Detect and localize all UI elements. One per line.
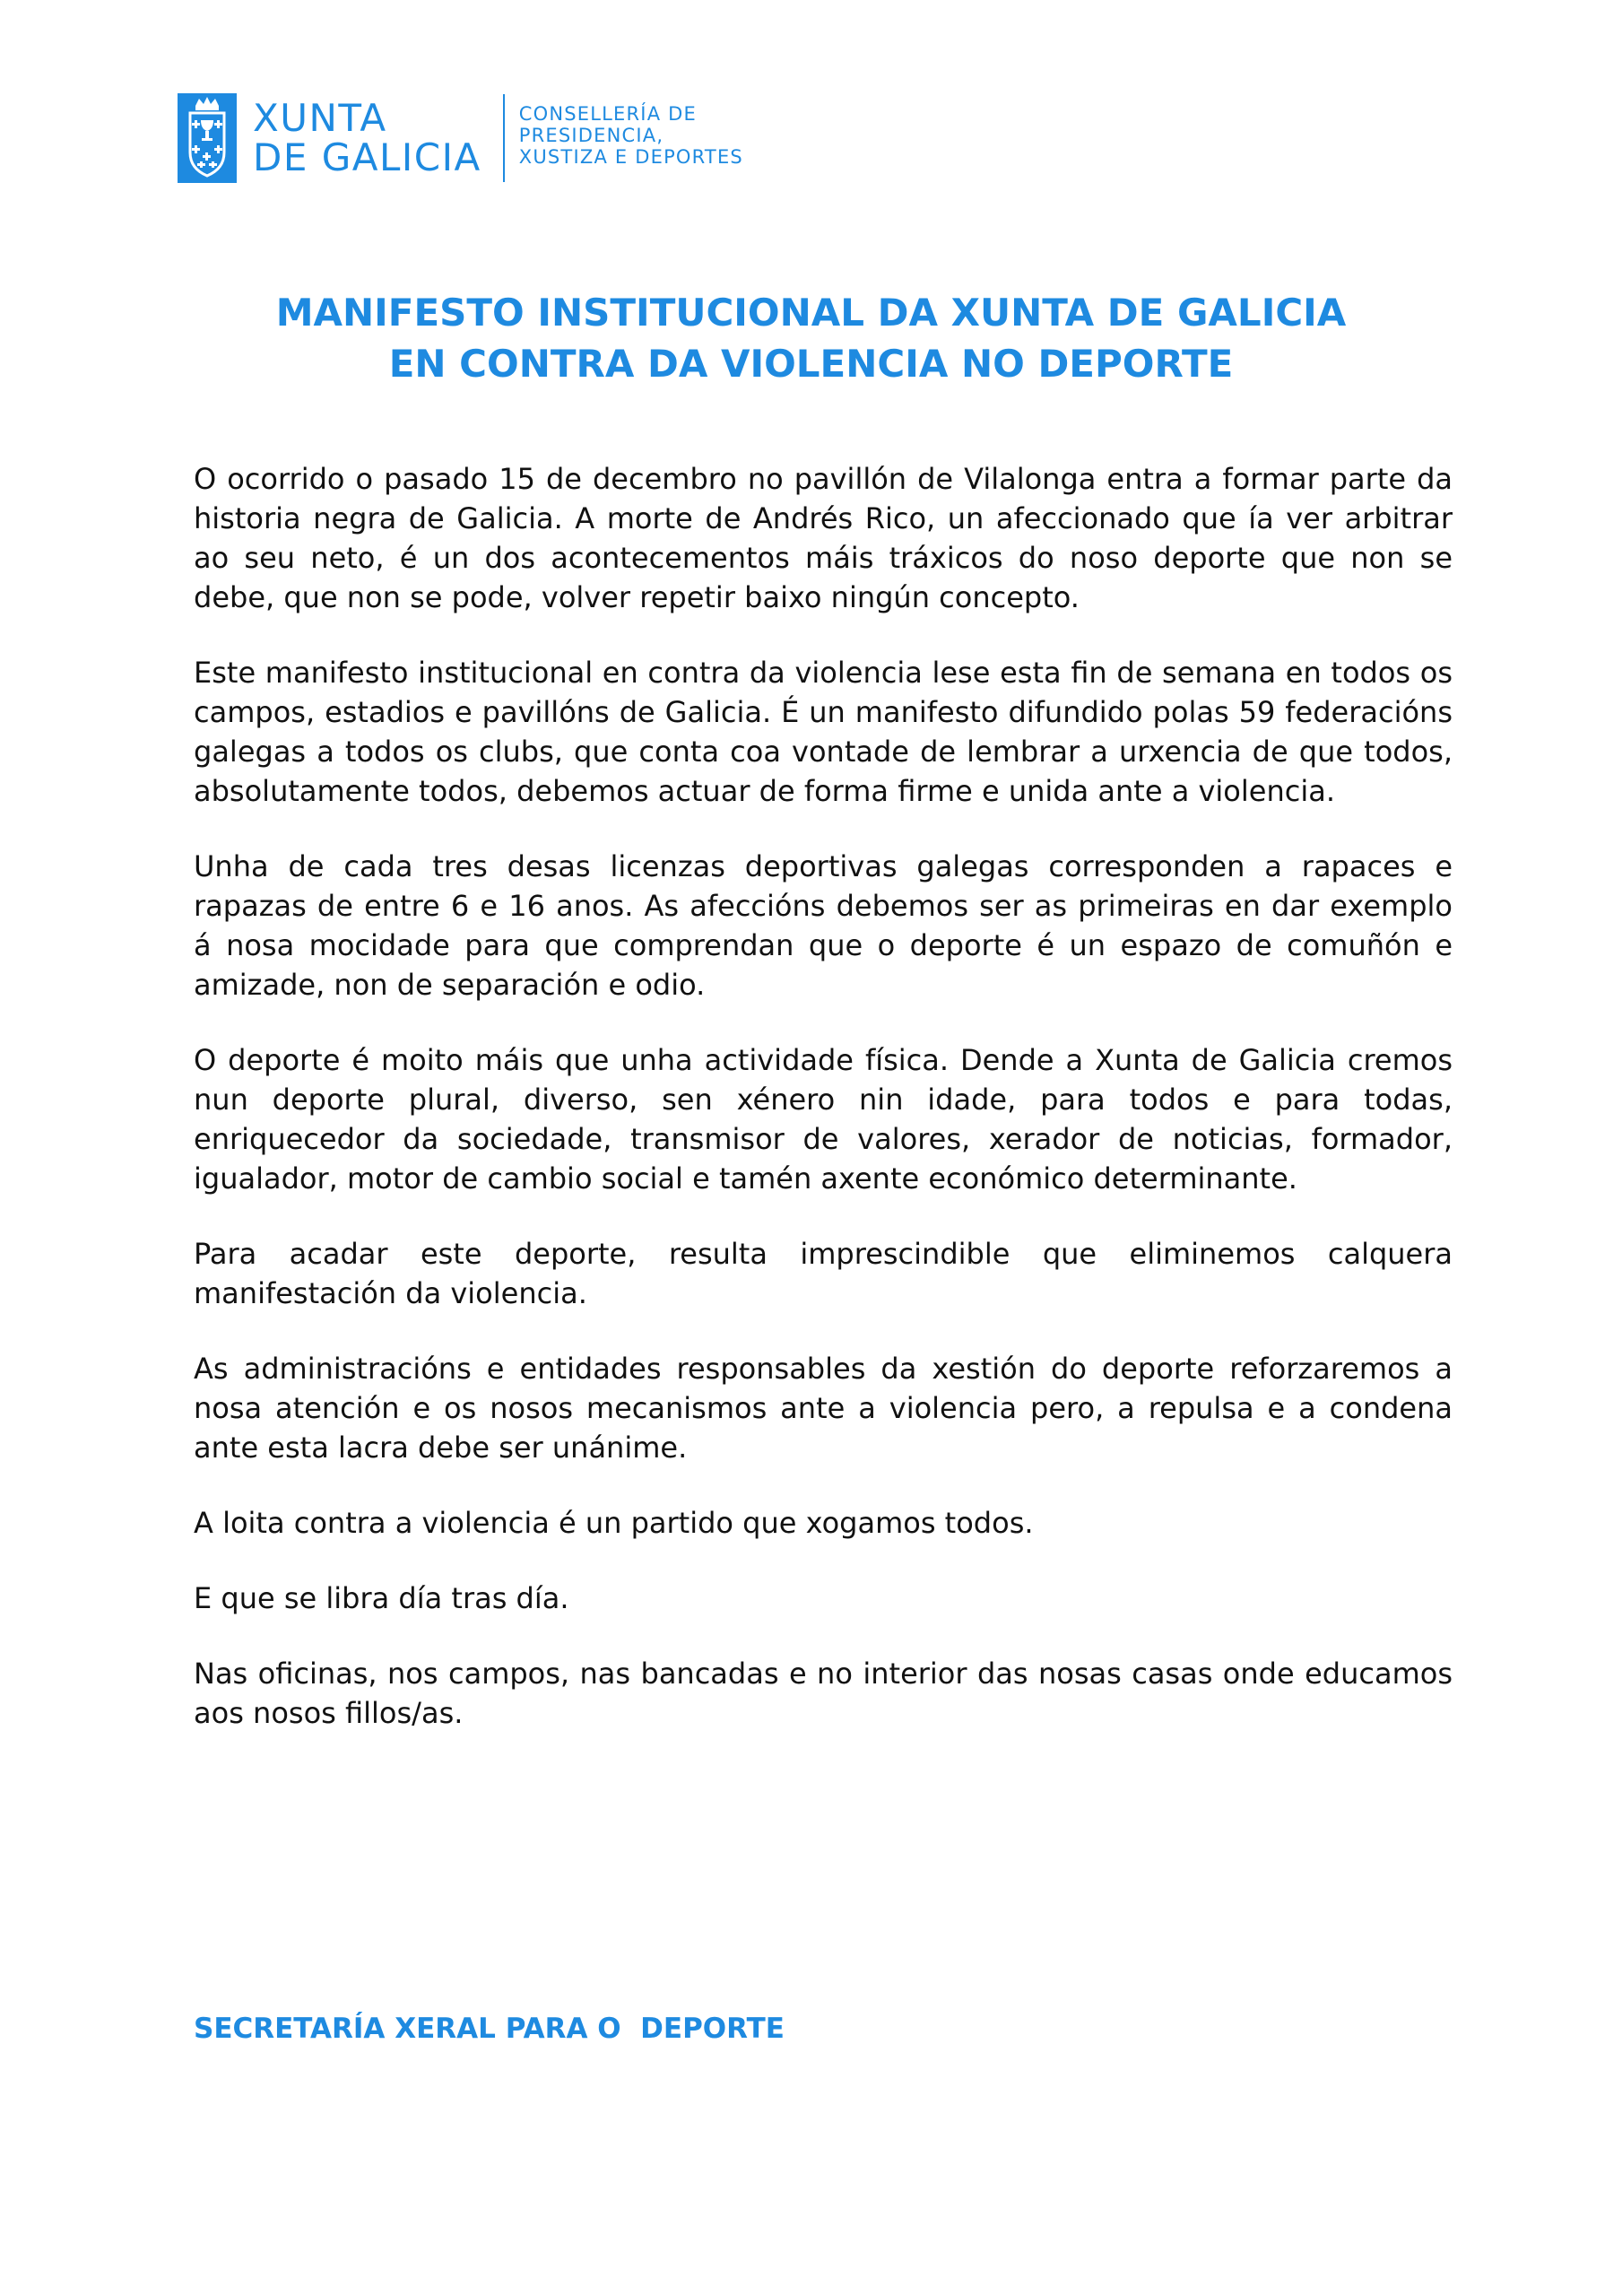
department-name-line1: CONSELLERÍA DE: [518, 103, 697, 125]
body-paragraph-8: E que se libra día tras día.: [194, 1581, 569, 1615]
document-title: [0, 287, 1622, 389]
body-paragraph-7: A loita contra a violencia é un partido que xogamos todos.: [194, 1506, 1034, 1540]
letterhead: [178, 91, 743, 185]
letterhead-divider: [503, 94, 505, 182]
body-paragraph-1: O ocorrido o pasado 15 de decembro no pavillón de Vilalonga entra a formar parte da historia negra de Galicia. A morte de Andrés Rico, un afeccionado que ía ver arbitrar ao seu neto, é un dos acontecementos máis tráxicos do noso deporte que non se debe, que non se pode, volver repetir baixo ningún concepto.: [194, 462, 1453, 614]
body-paragraph-5: Para acadar este deporte, resulta imprescindible que eliminemos calquera manifestación da violencia.: [194, 1237, 1453, 1310]
galicia-coat-of-arms-icon: [178, 93, 237, 183]
organization-name-line1: XUNTA: [253, 96, 387, 140]
body-paragraph-4: O deporte é moito máis que unha actividade física. Dende a Xunta de Galicia cremos nun deporte plural, diverso, sen xénero nin idade, para todos e para todas, enriquecedor da sociedade, transmisor de valores, xerador de noticias, formador, igualador, motor de cambio social e tamén axente económico determinante.: [194, 1043, 1453, 1196]
body-paragraph-3: Unha de cada tres desas licenzas deportivas galegas corresponden a rapaces e rapazas de entre 6 e 16 anos. As afeccións debemos ser as primeiras en dar exemplo á nosa mocidade para que comprendan que o deporte é un espazo de comuñón e amizade, non de separación e odio.: [194, 849, 1453, 1002]
signature-line: SECRETARÍA XERAL PARA O DEPORTE: [194, 2013, 785, 2045]
body-paragraph-2: Este manifesto institucional en contra da violencia lese esta fin de semana en todos os campos, estadios e pavillóns de Galicia. É un manifesto difundido polas 59 federacións galegas a todos os clubs, que conta coa vontade de lembrar a urxencia de que todos, absolutamente todos, debemos actuar de forma firme e unida ante a violencia.: [194, 656, 1453, 808]
body-paragraph-9: Nas oficinas, nos campos, nas bancadas e no interior das nosas casas onde educamos aos nosos fillos/as.: [194, 1657, 1453, 1730]
organization-name-line2: DE GALICIA: [253, 135, 481, 179]
department-name-line2: PRESIDENCIA,: [518, 125, 664, 146]
document-body: [194, 459, 1453, 1769]
body-paragraph-6: As administracións e entidades responsables da xestión do deporte reforzaremos a nosa atención e os nosos mecanismos ante a violencia pero, a repulsa e a condena ante esta lacra debe ser unánime.: [194, 1352, 1453, 1465]
document-title-line1: MANIFESTO INSTITUCIONAL DA XUNTA DE GALICIA: [275, 291, 1347, 335]
department-name-line3: XUSTIZA E DEPORTES: [518, 146, 743, 168]
document-title-line2: EN CONTRA DA VIOLENCIA NO DEPORTE: [388, 342, 1234, 386]
department-name: [519, 103, 743, 168]
organization-name: [253, 96, 481, 179]
